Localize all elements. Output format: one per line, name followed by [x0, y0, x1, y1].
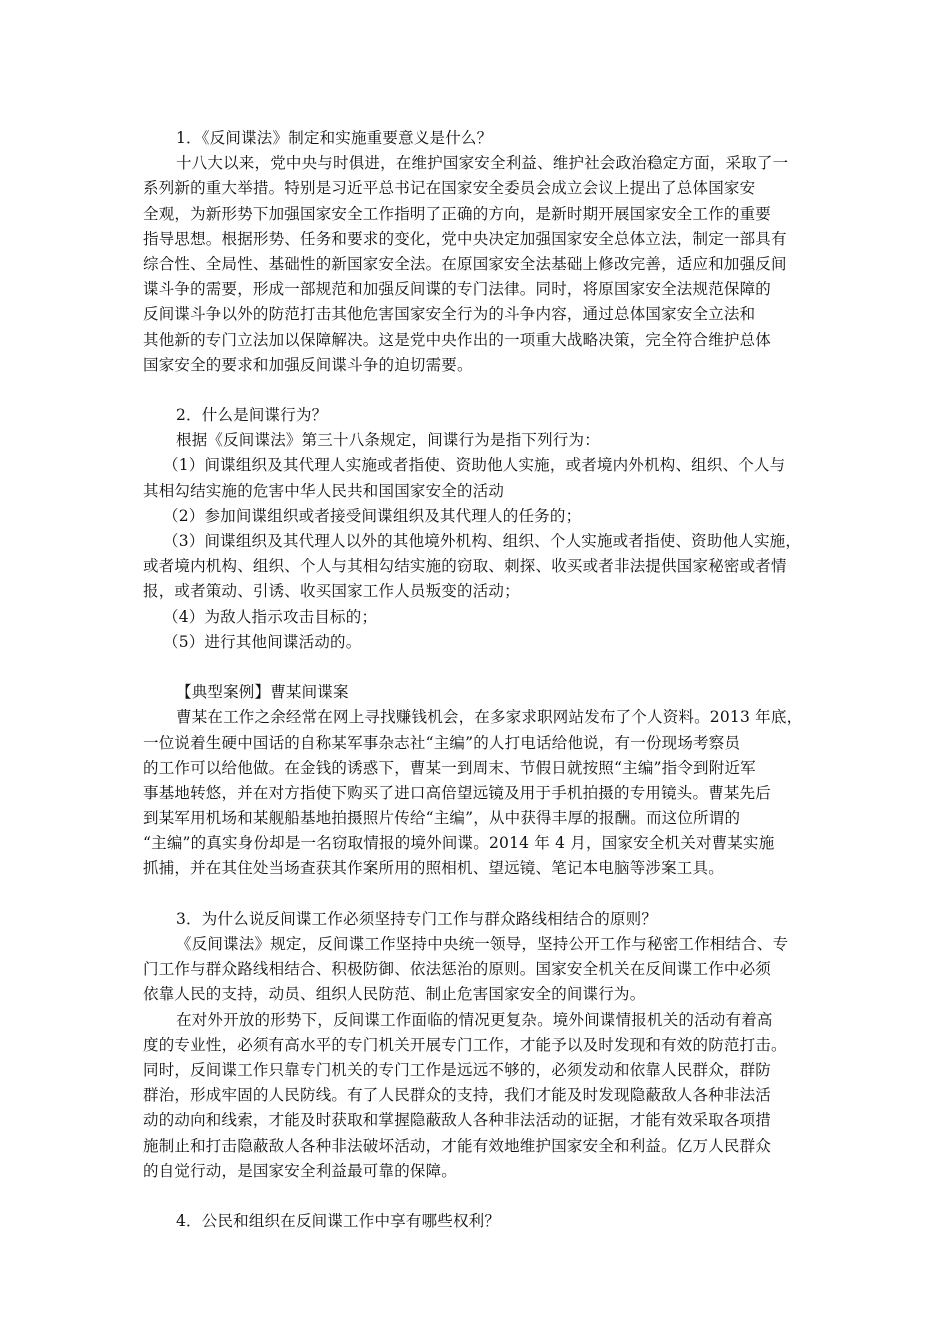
section1-line: 全观，为新形势下加强国家安全工作指明了正确的方向，是新时期开展国家安全工作的重要: [143, 204, 772, 223]
section3-line: 施制止和打击隐蔽敌人各种非法破坏活动，才能有效地维护国家安全和利益。亿万人民群众: [143, 1136, 772, 1155]
section2-item: （4）为敌人指示攻击目标的；: [163, 607, 378, 626]
case-line: 事基地转悠，并在对方指使下购买了进口高倍望远镜及用于手机拍摄的专用镜头。曹某先后: [143, 783, 772, 802]
section3-line: 在对外开放的形势下，反间谍工作面临的情况更复杂。境外间谍情报机关的活动有着高: [176, 1010, 773, 1029]
section2-item: （2）参加间谍组织或者接受间谍组织及其代理人的任务的；: [163, 506, 582, 525]
section1-line: 指导思想。根据形势、任务和要求的变化，党中央决定加强国家安全总体立法，制定一部具有: [143, 229, 787, 248]
paragraph-gap: [143, 655, 829, 680]
case-line: 到某军用机场和某舰船基地拍摄照片传给“主编”，从中获得丰厚的报酬。而这位所谓的: [143, 809, 741, 828]
paragraph-gap: [143, 378, 829, 403]
section2-line: 根据《反间谍法》第三十八条规定，间谍行为是指下列行为：: [176, 431, 600, 450]
case-line: 抓捕，并在其住处当场查获其作案所用的照相机、望远镜、笔记本电脑等涉案工具。: [143, 859, 724, 878]
section1-line: 反间谍斗争以外的防范打击其他危害国家安全行为的斗争内容，通过总体国家安全立法和: [143, 305, 756, 324]
section1-line: 综合性、全局性、基础性的新国家安全法。在原国家安全法基础上修改完善，适应和加强反间: [143, 254, 787, 273]
section2-line: 报，或者策动、引诱、收买国家工作人员叛变的活动；: [143, 582, 520, 601]
paragraph-gap: [143, 882, 829, 907]
section3-line: 群治，形成牢固的人民防线。有了人民群众的支持，我们才能及时发现隐蔽敌人各种非法活: [143, 1086, 772, 1105]
case-line: 的工作可以给他做。在金钱的诱惑下，曹某一到周末、节假日就按照“主编”指令到附近军: [143, 758, 756, 777]
case-heading: 【典型案例】曹某间谍案: [176, 683, 349, 702]
section2-line: 其相勾结实施的危害中华人民共和国国家安全的活动: [143, 481, 505, 500]
section2-item: （5）进行其他间谍活动的。: [163, 632, 362, 651]
section1-line: 其他新的专门立法加以保障解决。这是党中央作出的一项重大战略决策，完全符合维护总体: [143, 330, 772, 349]
section1-heading: 1．《反间谍法》制定和实施重要意义是什么？: [176, 129, 493, 147]
section3-line: 同时，反间谍工作只靠专门机关的专门工作是远远不够的，必须发动和依靠人民群众，群防: [143, 1060, 772, 1079]
section3-line: 动的动向和线索，才能及时获取和掌握隐蔽敌人各种非法活动的证据，才能有效采取各项措: [143, 1111, 772, 1130]
section3-line: 门工作与群众路线相结合、积极防御、依法惩治的原则。国家安全机关在反间谍工作中必须: [143, 960, 772, 979]
section3-line: 度的专业性，必须有高水平的专门机关开展专门工作，才能予以及时发现和有效的防范打击。: [143, 1035, 787, 1054]
section3-heading: 3．为什么说反间谍工作必须坚持专门工作与群众路线相结合的原则？: [176, 909, 658, 928]
case-line: 曹某在工作之余经常在网上寻找赚钱机会，在多家求职网站发布了个人资料。2013 年底，: [176, 708, 803, 727]
section1-line: 谍斗争的需要，形成一部规范和加强反间谍的专门法律。同时，将原国家安全法规范保障的: [143, 280, 772, 299]
section2-line: 或者境内机构、组织、个人与其相勾结实施的窃取、刺探、收买或者非法提供国家秘密或者情: [143, 557, 787, 576]
section2-item: （1）间谍组织及其代理人实施或者指使、资助他人实施，或者境内外机构、组织、个人与: [163, 456, 786, 475]
case-line: “主编”的真实身份却是一名窃取情报的境外间谍。2014 年 4 月，国家安全机关对曹某实施: [143, 834, 775, 853]
section2-item: （3）间谍组织及其代理人以外的其他境外机构、组织、个人实施或者指使、资助他人实施，: [163, 532, 802, 550]
section3-line: 《反间谍法》规定，反间谍工作坚持中央统一领导，坚持公开工作与秘密工作相结合、专: [176, 935, 789, 953]
section2-heading: 2．什么是间谍行为？: [176, 406, 328, 425]
section1-line: 十八大以来，党中央与时俱进，在维护国家安全利益、维护社会政治稳定方面，采取了一: [176, 154, 789, 173]
section3-line: 依靠人民的支持，动员、组织人民防范、制止危害国家安全的间谍行为。: [143, 985, 646, 1004]
case-line: 一位说着生硬中国话的自称某军事杂志社“主编”的人打电话给他说，有一份现场考察员: [143, 733, 741, 752]
section1-line: 系列新的重大举措。特别是习近平总书记在国家安全委员会成立会议上提出了总体国家安: [143, 179, 756, 198]
paragraph-gap: [143, 1184, 829, 1209]
section4-heading: 4．公民和组织在反间谍工作中享有哪些权利？: [176, 1212, 501, 1231]
document-body: [143, 126, 829, 1234]
section1-line: 国家安全的要求和加强反间谍斗争的迫切需要。: [143, 355, 473, 374]
section3-line: 的自觉行动，是国家安全利益最可靠的保障。: [143, 1161, 458, 1180]
